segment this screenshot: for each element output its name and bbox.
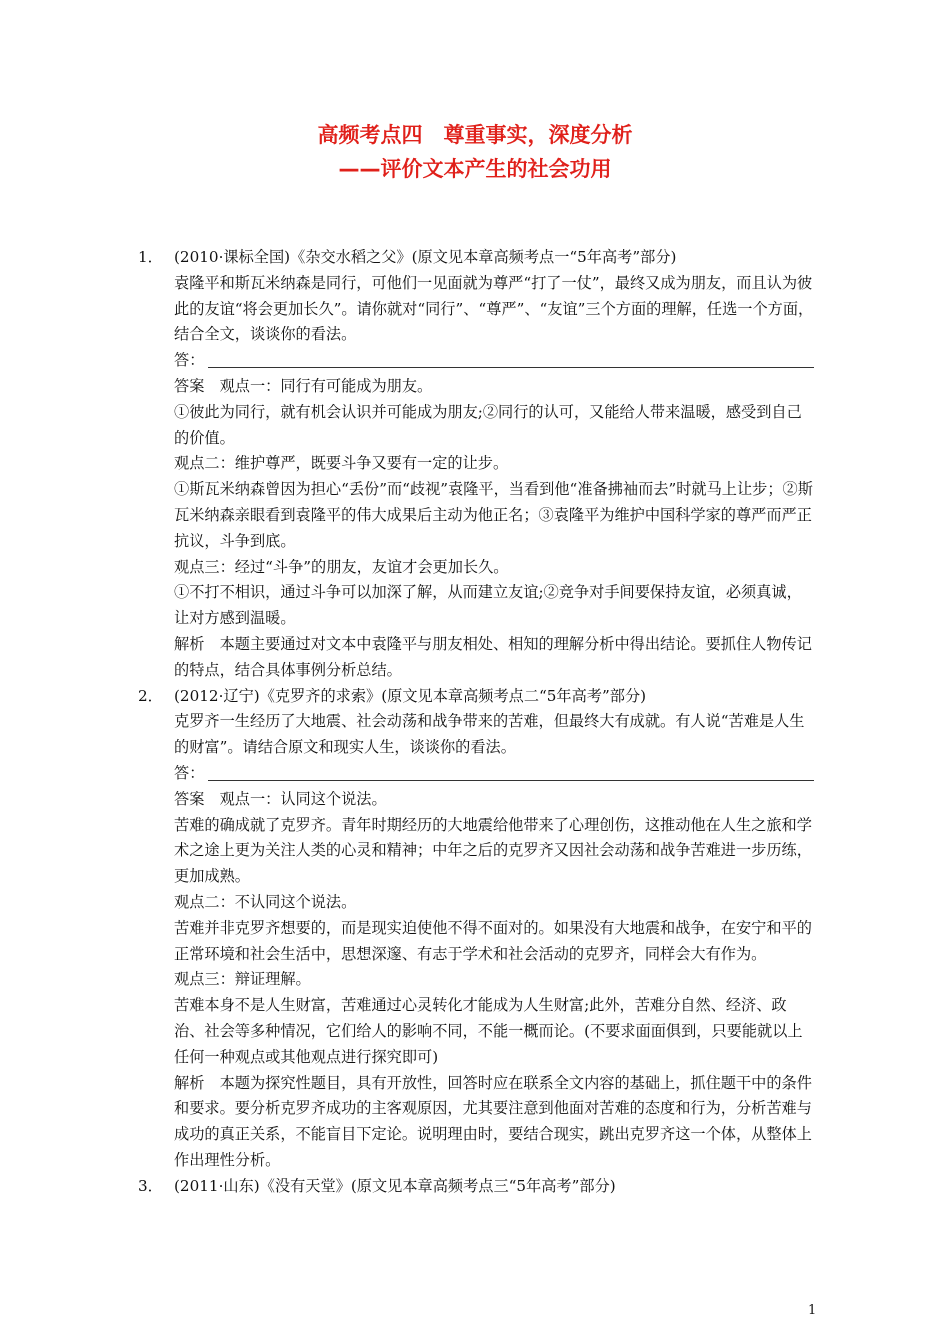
question-number: 2． [138,686,163,705]
answer-label: 答： [174,763,205,782]
answer-line [174,348,814,374]
answer-paragraph: ①不打不相识，通过斗争可以加深了解，从而建立友谊;②竞争对手间要保持友谊，必须真诚，让对方感到温暖。 [174,583,802,628]
question-prompt: 袁隆平和斯瓦米纳森是同行，可他们一见面就为尊严“打了一仗”，最终又成为朋友，而且认为彼此的友谊“将会更加长久”。请你就对“同行”、“尊严”、“友谊”三个方面的理解，任选一个方面，结合全文，谈谈你的看法。 [174,273,814,344]
answer-rule [208,367,814,368]
question-source: (2012·辽宁)《克罗齐的求索》(原文见本章高频考点二“5年高考”部分) [174,686,647,705]
answer-paragraph: 苦难本身不是人生财富，苦难通过心灵转化才能成为人生财富;此外，苦难分自然、经济、政治、社会等多种情况，它们给人的影响不同，不能一概而论。(不要求面面俱到，只要能就以上任何一种观点或其他观点进行探究即可) [174,996,803,1066]
question-1 [138,245,814,684]
answer-label: 答： [174,351,205,370]
question-number: 3． [138,1176,163,1195]
answer-paragraph: 观点三：经过“斗争”的朋友，友谊才会更加长久。 [174,557,509,576]
document-body [138,245,814,1199]
answer-paragraph: 观点二：维护尊严，既要斗争又要有一定的让步。 [174,454,509,473]
page-number: 1 [808,1303,817,1318]
question-2 [138,684,814,1174]
analysis-paragraph: 解析 本题主要通过对文本中袁隆平与朋友相处、相知的理解分析中得出结论。要抓住人物传记的特点，结合具体事例分析总结。 [174,634,812,679]
analysis-paragraph: 解析 本题为探究性题目，具有开放性，回答时应在联系全文内容的基础上，抓住题干中的条件和要求。要分析克罗齐成功的主客观原因，尤其要注意到他面对苦难的态度和行为，分析苦难与成功的真正关系，不能盲目下定论。说明理由时，要结合现实，跳出克罗齐这一个体，从整体上作出理性分析。 [174,1073,812,1169]
answer-paragraph: ①彼此为同行，就有机会认识并可能成为朋友;②同行的认可，又能给人带来温暖，感受到自己的价值。 [174,402,802,447]
answer-rule [208,780,814,781]
answer-paragraph: 观点二：不认同这个说法。 [174,892,357,911]
answer-paragraph: ①斯瓦米纳森曾因为担心“丢份”而“歧视”袁隆平，当看到他“准备拂袖而去”时就马上让步；②斯瓦米纳森亲眼看到袁隆平的伟大成果后主动为他正名；③袁隆平为维护中国科学家的尊严而严正抗议，斗争到底。 [174,480,813,550]
title-subtitle: ——评价文本产生的社会功用 [338,157,612,181]
answer-paragraph: 答案 观点一：同行有可能成为朋友。 [174,376,433,395]
question-3 [138,1174,814,1200]
question-source: (2011·山东)《没有天堂》(原文见本章高频考点三“5年高考”部分) [174,1176,616,1195]
answer-paragraph: 答案 观点一：认同这个说法。 [174,789,387,808]
answer-line [174,761,814,787]
answer-paragraph: 观点三：辩证理解。 [174,970,311,989]
title-main: 高频考点四 尊重事实，深度分析 [317,123,633,147]
answer-paragraph: 苦难并非克罗齐想要的，而是现实迫使他不得不面对的。如果没有大地震和战争，在安宁和平的正常环境和社会生活中，思想深邃、有志于学术和社会活动的克罗齐，同样会大有作为。 [174,918,812,963]
answer-paragraph: 苦难的确成就了克罗齐。青年时期经历的大地震给他带来了心理创伤，这推动他在人生之旅和学术之途上更为关注人类的心灵和精神；中年之后的克罗齐又因社会动荡和战争苦难进一步历练，更加成熟。 [174,815,812,886]
question-number: 1． [138,248,163,266]
question-source: (2010·课标全国)《杂交水稻之父》(原文见本章高频考点一“5年高考”部分) [174,248,677,266]
question-prompt: 克罗齐一生经历了大地震、社会动荡和战争带来的苦难，但最终大有成就。有人说“苦难是人生的财富”。请结合原文和现实人生，谈谈你的看法。 [174,712,805,757]
